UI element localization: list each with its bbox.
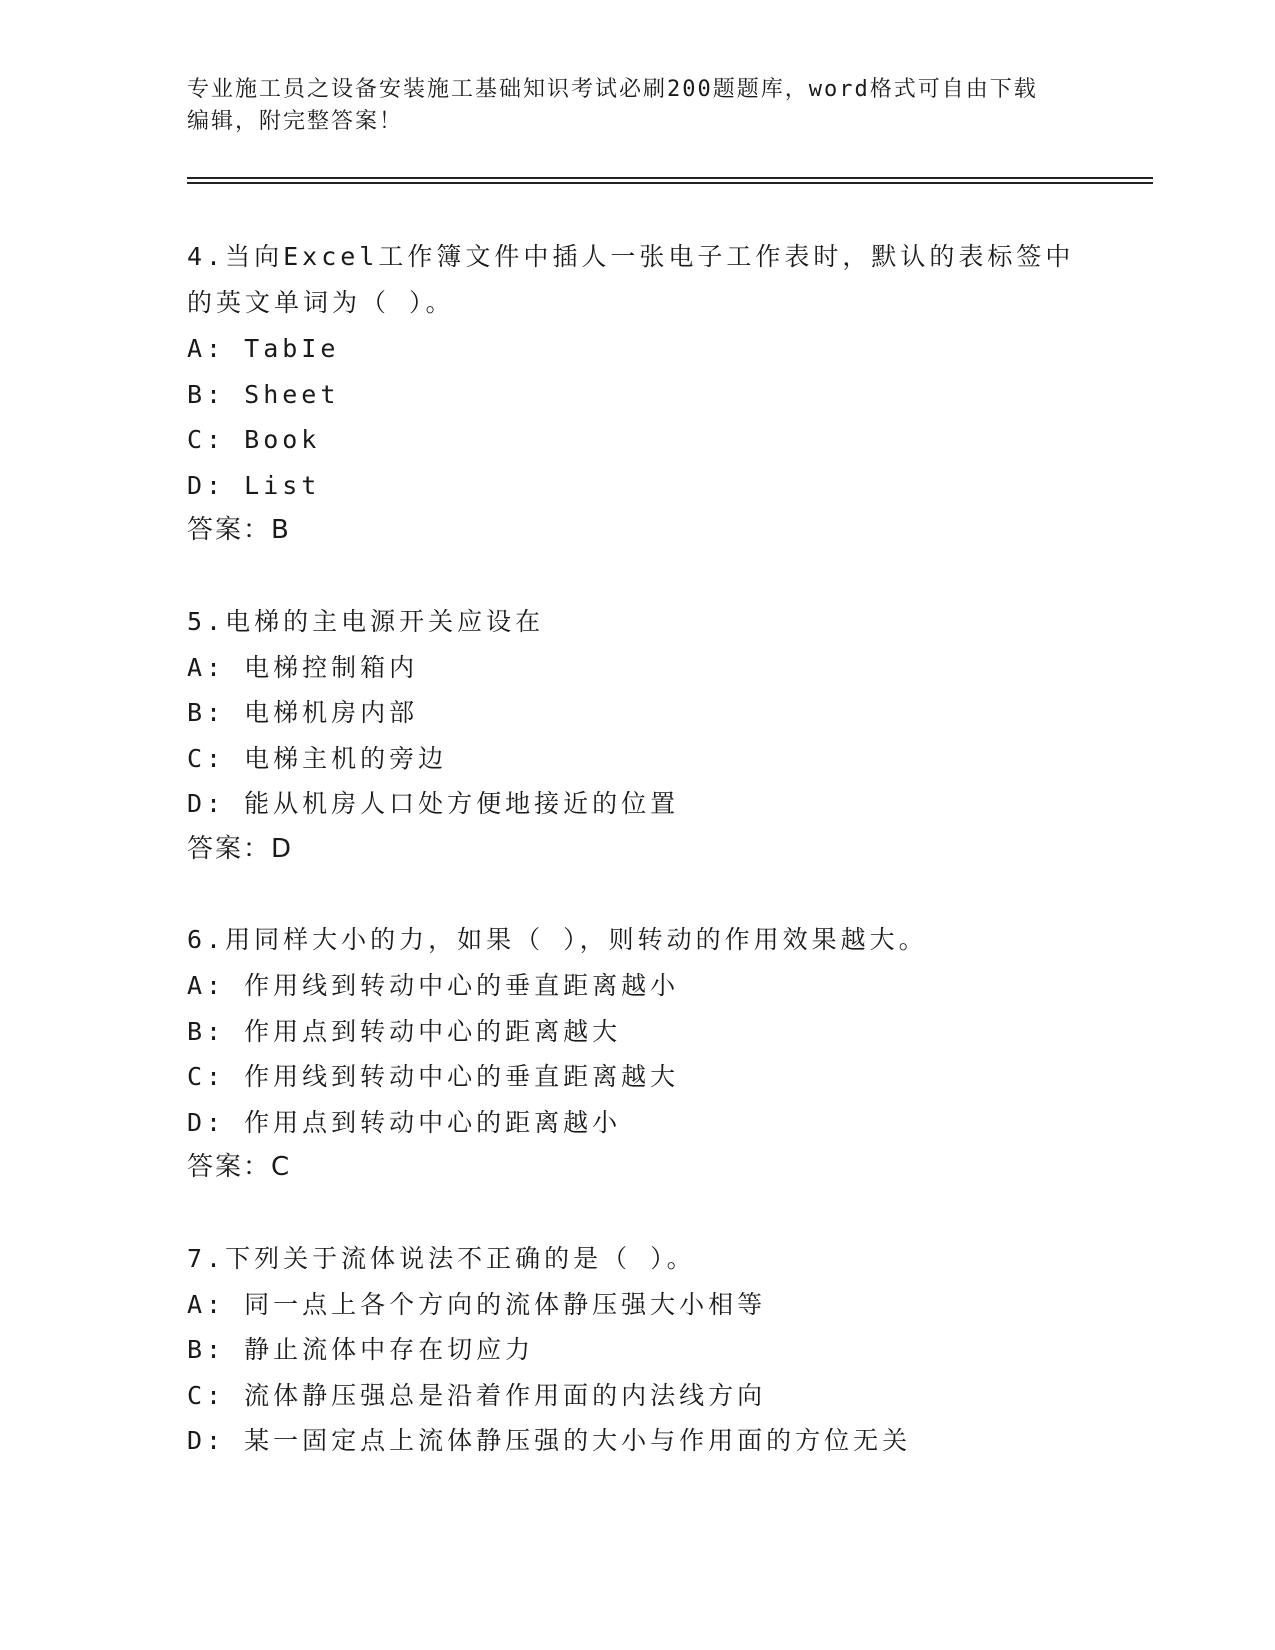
question-stem: 4.当向Excel工作簿文件中插人一张电子工作表时，默认的表标签中 [187, 242, 1075, 271]
question-6 [187, 917, 1087, 1191]
header-rule-bottom [187, 182, 1153, 184]
question-7 [187, 1236, 1087, 1464]
question-stem: 5.电梯的主电源开关应设在 [187, 606, 545, 636]
option-b: B: Sheet [187, 379, 340, 409]
question-list [187, 234, 1087, 1509]
option-d: D: 能从机房人口处方便地接近的位置 [187, 789, 680, 818]
option-a: A: TabIe [187, 334, 340, 363]
header-line-1: 专业施工员之设备安装施工基础知识考试必刷200题题库，word格式可自由下载 [187, 77, 1038, 102]
answer-line: 答案：B [187, 515, 291, 545]
option-d: D: 某一固定点上流体静压强的大小与作用面的方位无关 [187, 1426, 912, 1455]
answer-line: 答案：C [187, 1152, 292, 1182]
option-b: B: 电梯机房内部 [187, 698, 419, 727]
option-a: A: 作用线到转动中心的垂直距离越小 [187, 971, 680, 1000]
option-c: C: 流体静压强总是沿着作用面的内法线方向 [187, 1380, 767, 1410]
option-b: B: 作用点到转动中心的距离越大 [187, 1016, 622, 1046]
option-c: C: 电梯主机的旁边 [187, 743, 448, 773]
question-stem-continued: 的英文单词为（ ）。 [187, 288, 455, 317]
question-stem: 7.下列关于流体说法不正确的是（ ）。 [187, 1243, 696, 1273]
option-b: B: 静止流体中存在切应力 [187, 1335, 535, 1364]
option-a: A: 同一点上各个方向的流体静压强大小相等 [187, 1289, 767, 1319]
answer-line: 答案：D [187, 833, 294, 864]
question-stem: 6.用同样大小的力，如果（ ），则转动的作用效果越大。 [187, 925, 928, 954]
option-a: A: 电梯控制箱内 [187, 652, 419, 682]
option-c: C: 作用线到转动中心的垂直距离越大 [187, 1062, 680, 1091]
header-rule-top [187, 177, 1153, 179]
document-header [187, 74, 1087, 138]
option-c: C: Book [187, 425, 321, 454]
option-d: D: 作用点到转动中心的距离越小 [187, 1107, 622, 1137]
question-4 [187, 234, 1087, 554]
option-d: D: List [187, 470, 321, 500]
header-line-2: 编辑，附完整答案！ [187, 109, 404, 134]
question-5 [187, 599, 1087, 873]
